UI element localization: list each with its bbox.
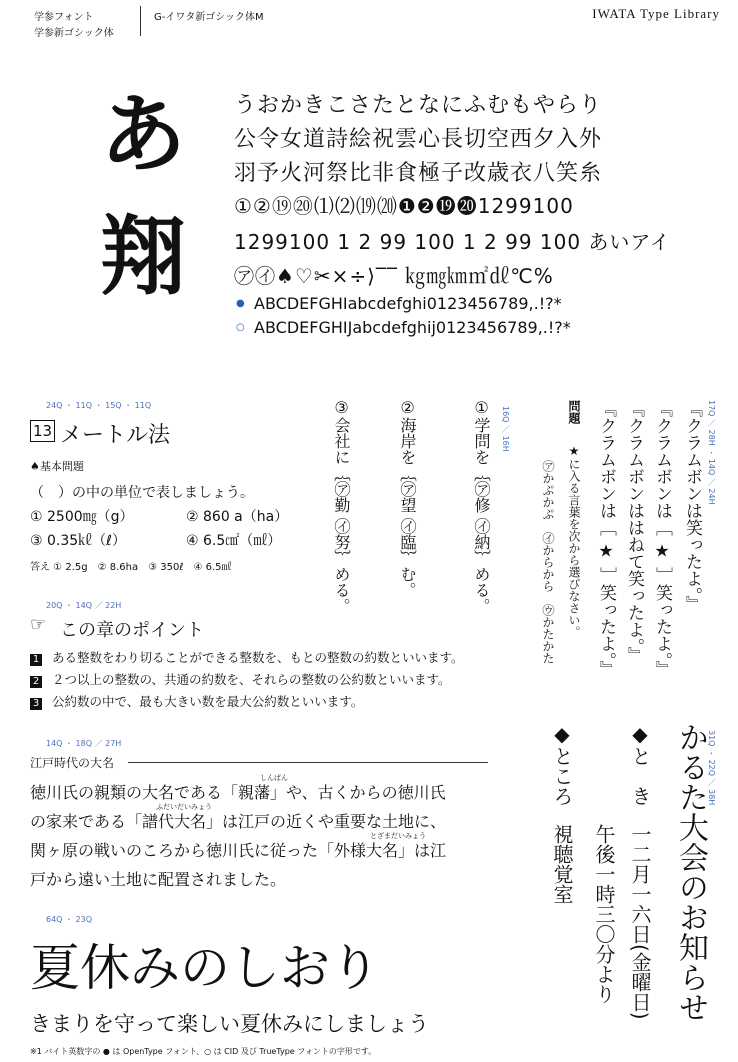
ascii-cid: ABCDEFGHIJabcdefghij0123456789,.!?* bbox=[254, 318, 571, 337]
quiz-choices: ㋐かぷかぷ ㋑からから ㋒かたかた bbox=[541, 460, 555, 664]
section4-rule bbox=[128, 762, 488, 763]
library-name: IWATA Type Library bbox=[592, 6, 720, 21]
section1-question: （ ）の中の単位で表しましょう。 bbox=[30, 485, 254, 501]
section3-title: この章のポイント bbox=[60, 620, 204, 641]
quiz-heading: 問題 bbox=[567, 400, 581, 424]
specimen-big-sho: 翔 bbox=[100, 207, 186, 307]
poem-col-3: 『クラムボンははねて笑ったよ。』 bbox=[624, 400, 644, 664]
point-1-number: 1 bbox=[30, 654, 42, 666]
section1-number-box: 13 bbox=[30, 420, 55, 442]
pointing-hand-icon: ☞ bbox=[30, 614, 47, 635]
specimen-line-6: ㋐㋑♠♡✂×÷⟩‾‾ ㎏㎎㎞㎡㎗℃% bbox=[234, 264, 554, 288]
karuta-time: 午後一時三〇分より bbox=[592, 824, 616, 1004]
history-line-4: 戸から遠い土地に配置されました。 bbox=[30, 870, 287, 889]
header-divider bbox=[140, 6, 141, 36]
section3-spec: 20Q ・ 14Q ／ 22H bbox=[46, 601, 122, 610]
point-1 bbox=[30, 648, 464, 666]
bullet-filled-icon: ● bbox=[236, 298, 245, 309]
section5-title: 夏休みのしおり bbox=[30, 939, 380, 997]
karuta-spec: 31Q ・ 22Q ／ 38H bbox=[707, 730, 716, 806]
metric-item-1: ① 2500㎎（g） bbox=[30, 509, 134, 525]
specimen-line-3: 羽予火河祭比非食極子改歳衣八笑糸 bbox=[234, 161, 603, 186]
point-3 bbox=[30, 692, 363, 710]
section5-spec: 64Q ・ 23Q bbox=[46, 915, 93, 924]
history-line-2: の家来である「譜代大名」は江戸の近くや重要な土地に、 bbox=[30, 812, 447, 831]
specimen-big-a: あ bbox=[100, 85, 186, 185]
karuta-title: かるた大会のお知らせ bbox=[673, 722, 708, 1022]
ruby-shinpan: しんぱん bbox=[260, 774, 288, 782]
point-3-number: 3 bbox=[30, 698, 42, 710]
kanji-col-2: ②海岸を｛㋐望 ㋑臨｝む。 bbox=[398, 398, 417, 599]
header-left-top: 学参フォント bbox=[34, 12, 94, 23]
metric-item-3: ③ 0.35㎘（ℓ） bbox=[30, 533, 126, 549]
history-line-3: 関ヶ原の戦いのころから徳川氏に従った「外様大名」は江 bbox=[30, 841, 447, 860]
section2-spec: 16Q ／ 16H bbox=[501, 406, 510, 452]
specimen-line-1: うおかきこさたとなにふむもやらり bbox=[234, 93, 603, 118]
point-1-text: ある整数をわり切ることができる整数を、もとの整数の約数といいます。 bbox=[52, 650, 464, 665]
header-left-bottom: 学参新ゴシック体 bbox=[34, 28, 114, 39]
point-2 bbox=[30, 670, 451, 688]
poem-col-2: 『クラムボンは［ ★ ］笑ったよ。』 bbox=[652, 400, 672, 678]
section4-title: 江戸時代の大名 bbox=[30, 756, 115, 770]
ruby-fudai: ふだいだいみょう bbox=[156, 803, 212, 811]
specimen-line-4: ①②⑲⑳⑴⑵⒆⒇❶❷⓳⓴1299100 bbox=[234, 194, 574, 218]
bullet-hollow-icon: ○ bbox=[236, 322, 245, 333]
section4-spec: 14Q ・ 18Q ／ 27H bbox=[46, 739, 122, 748]
karuta-where: 視聴覚室 bbox=[550, 824, 574, 904]
ruby-tozama: とざまだいみょう bbox=[370, 832, 426, 840]
poem-col-4: 『クラムボンは［ ★ ］笑ったよ。』 bbox=[596, 400, 616, 678]
karuta-when: 一二月一六日(金曜日) bbox=[628, 824, 652, 1020]
metric-answer: 答え ① 2.5g ② 8.6ha ③ 350ℓ ④ 6.5㎖ bbox=[30, 562, 232, 573]
point-3-text: 公約数の中で、最も大きい数を最大公約数といいます。 bbox=[52, 694, 364, 709]
quiz-question: ★に入る言葉を次から選びなさい。 bbox=[567, 444, 581, 638]
specimen-line-2: 公令女道詩絵祝雲心長切空西夕入外 bbox=[234, 127, 603, 152]
kanji-col-3: ③会社に｛㋐勤 ㋑努｝める。 bbox=[332, 398, 351, 615]
specimen-line-5: 1299100 1 2 99 100 1 2 99 100 あいアイ bbox=[234, 230, 671, 254]
metric-item-2: ② 860 a（ha） bbox=[186, 509, 289, 525]
section5-subtitle: きまりを守って楽しい夏休みにしましょう bbox=[30, 1012, 429, 1036]
karuta-when-label: ◆と き bbox=[628, 722, 652, 806]
poem-spec: 17Q ／ 28H ・ 14Q ／ 24H bbox=[707, 400, 716, 505]
karuta-where-label: ◆ところ bbox=[550, 722, 574, 806]
section1-spec: 24Q ・ 11Q ・ 15Q ・ 11Q bbox=[46, 401, 152, 410]
point-2-number: 2 bbox=[30, 676, 42, 688]
poem-col-1: 『クラムボンは笑ったよ。』 bbox=[682, 400, 702, 613]
point-2-text: ２つ以上の整数の、共通の約数を、それらの整数の公約数といいます。 bbox=[52, 672, 451, 687]
ascii-opentype: ABCDEFGHIabcdefghi0123456789,.!?* bbox=[254, 294, 562, 313]
kanji-col-1: ①学問を｛㋐修 ㋑納｝める。 bbox=[472, 398, 491, 615]
font-name: G-イワタ新ゴシック体M bbox=[154, 12, 264, 23]
history-line-1: 徳川氏の親類の大名である「親藩」や、古くからの徳川氏 bbox=[30, 783, 446, 802]
section1-sub: ♠基本問題 bbox=[30, 460, 84, 473]
footnote: ※1 バイト英数字の ● は OpenType フォント、○ は CID 及び TrueType フォントの字形です。 bbox=[30, 1047, 377, 1056]
section1-title: メートル法 bbox=[60, 423, 171, 448]
metric-item-4: ④ 6.5㎠（㎖） bbox=[186, 533, 282, 549]
